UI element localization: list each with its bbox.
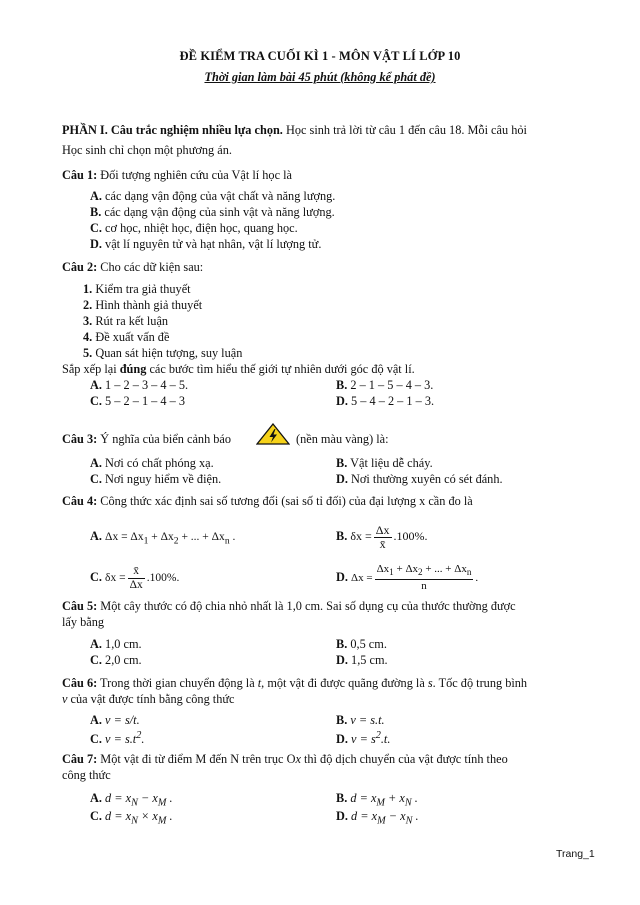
- q2-option-d: D. 5 – 4 – 2 – 1 – 3.: [336, 394, 435, 408]
- q3-option-c: C. Nơi nguy hiểm về điện.: [90, 472, 222, 486]
- exam-subtitle: Thời gian làm bài 45 phút (không kể phát đề): [204, 70, 436, 84]
- q6-option-a: A. v = s/t.: [90, 713, 140, 727]
- q5-option-b: B. 0,5 cm.: [336, 637, 387, 651]
- q7-option-b: B. $d = x_M + x_N$ .: [336, 791, 418, 809]
- q1-option-a: A. các dạng vận động của vật chất và năng lượng.: [90, 189, 336, 203]
- question-6-cont: v của vật được tính bằng công thức: [62, 692, 235, 706]
- q1-option-d: D. vật lí nguyên tử và hạt nhân, vật lí lượng tử.: [90, 237, 322, 251]
- section-heading: PHẦN I. Câu trắc nghiệm nhiều lựa chọn. Học sinh trả lời từ câu 1 đến câu 18. Mỗi câu hỏi: [62, 123, 527, 137]
- high-voltage-warning-icon: [256, 423, 290, 445]
- q6-option-c: C. $v = s.t^2$.: [90, 730, 145, 747]
- question-5: Câu 5: Một cây thước có độ chia nhỏ nhất là 1,0 cm. Sai số dụng cụ của thước thường được: [62, 599, 516, 613]
- q2-option-c: C. 5 – 2 – 1 – 4 – 3: [90, 394, 185, 408]
- q2-step-1: 1. Kiểm tra giả thuyết: [83, 282, 191, 296]
- q7-option-c: C. $d = x_N \times x_M$ .: [90, 809, 173, 827]
- q6-option-b: B. v = s.t.: [336, 713, 385, 727]
- q2-prompt: Sắp xếp lại đúng các bước tìm hiểu thế giới tự nhiên dưới góc độ vật lí.: [62, 362, 415, 376]
- q2-step-3: 3. Rút ra kết luận: [83, 314, 169, 328]
- exam-title: ĐỀ KIỂM TRA CUỐI KÌ 1 - MÔN VẬT LÍ LỚP 10: [179, 49, 461, 63]
- q7-option-a: A. $d = x_N - x_M$ .: [90, 791, 173, 809]
- q3-option-b: B. Vật liệu dễ cháy.: [336, 456, 433, 470]
- page-number: Trang_1: [556, 848, 595, 860]
- q5-option-c: C. 2,0 cm.: [90, 653, 142, 667]
- question-7-cont: công thức: [62, 768, 111, 782]
- q2-option-b: B. 2 – 1 – 5 – 4 – 3.: [336, 378, 434, 392]
- q2-step-2: 2. Hình thành giả thuyết: [83, 298, 203, 312]
- q3-text-post: (nền màu vàng) là:: [296, 432, 389, 446]
- q3-option-a: A. Nơi có chất phóng xạ.: [90, 456, 214, 470]
- q1-option-b: B. các dạng vận động của sinh vật và năng lượng.: [90, 205, 335, 219]
- question-2: Câu 2: Cho các dữ kiện sau:: [62, 260, 204, 274]
- q1-option-c: C. cơ học, nhiệt học, điện học, quang học.: [90, 221, 298, 235]
- question-1: Câu 1: Đối tượng nghiên cứu của Vật lí học là: [62, 168, 292, 182]
- question-4: Câu 4: Công thức xác định sai số tương đối (sai số tỉ đối) của đại lượng x cần đo là: [62, 494, 473, 508]
- q3-option-d: D. Nơi thường xuyên có sét đánh.: [336, 472, 503, 486]
- q4-option-c: C. δx = $\frac{x̄}{\Delta x}$ .100%.: [90, 564, 180, 591]
- q6-option-d: D. $v = s^2.t$.: [336, 730, 391, 747]
- question-5-cont: lấy bằng: [62, 615, 105, 629]
- question-6: Câu 6: Trong thời gian chuyển động là t, một vật đi được quãng đường là s. Tốc độ trung bình: [62, 676, 528, 690]
- q4-option-a: A. $\Delta x = \Delta x_1 + \Delta x_2$ + ... + $\Delta x_n$ .: [90, 529, 236, 547]
- q2-option-a: A. 1 – 2 – 3 – 4 – 5.: [90, 378, 189, 392]
- question-7: Câu 7: Một vật đi từ điểm M đến N trên trục Ox thì độ dịch chuyển của vật được tính theo: [62, 752, 508, 766]
- q2-step-4: 4. Đề xuất vấn đề: [83, 330, 170, 344]
- q2-step-5: 5. Quan sát hiện tượng, suy luận: [83, 346, 243, 360]
- q5-option-a: A. 1,0 cm.: [90, 637, 142, 651]
- question-3: Câu 3: Ý nghĩa của biển cảnh báo: [62, 432, 232, 446]
- q4-option-b: B. δx = $\frac{\Delta x}{x̄}$ .100%.: [336, 522, 428, 551]
- section-instruction-cont: Học sinh chỉ chọn một phương án.: [62, 143, 232, 157]
- q7-option-d: D. $d = x_M - x_N$ .: [336, 809, 419, 827]
- q4-option-d: D. Δx = $\frac{\Delta x_1 + \Delta x_2 + ... + \Delta x_n}{n}$ .: [336, 563, 479, 593]
- q5-option-d: D. 1,5 cm.: [336, 653, 388, 667]
